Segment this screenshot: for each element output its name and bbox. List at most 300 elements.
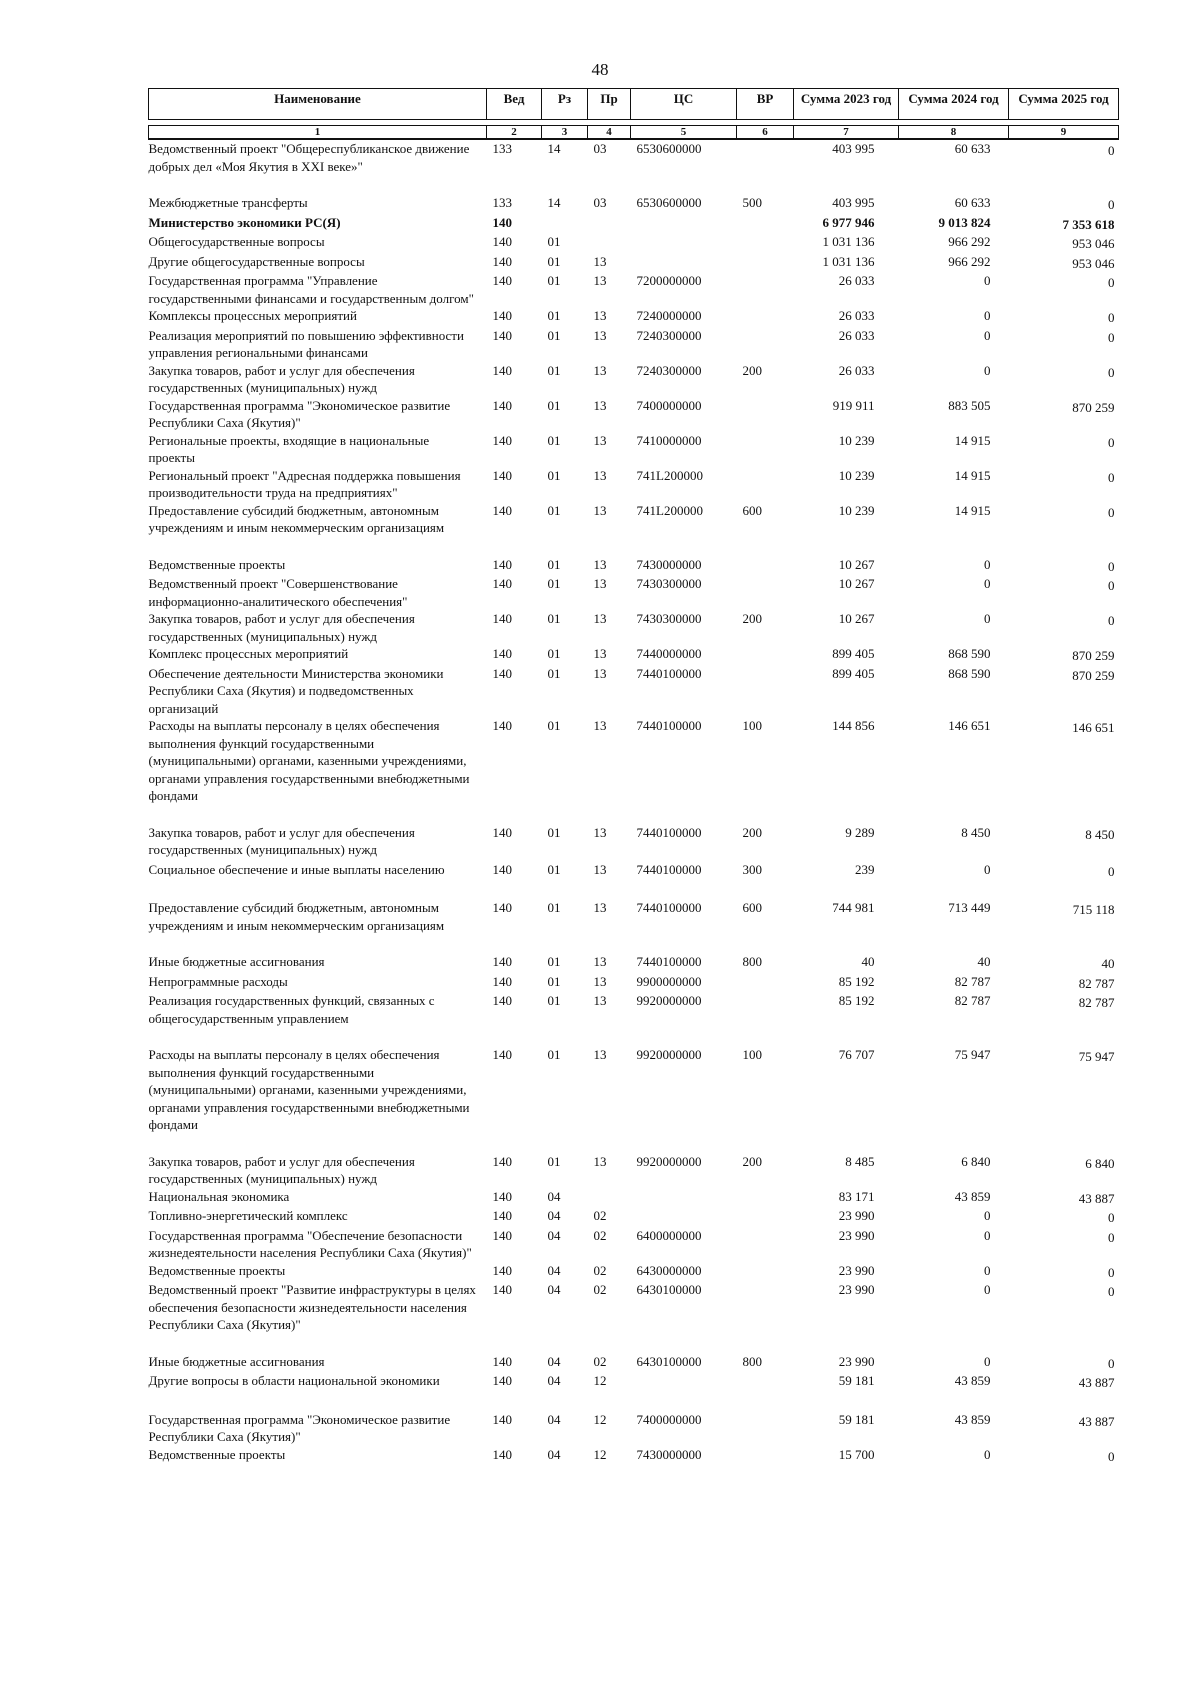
cell-ved: 140 (492, 954, 512, 969)
cell-vr: 200 (742, 1153, 762, 1169)
column-number: 4 (588, 126, 631, 140)
column-number: 3 (542, 126, 588, 140)
cell-rz: 04 (547, 1411, 561, 1427)
cell-cs: 7410000000 (636, 432, 702, 448)
cell-ved: 133 (492, 195, 512, 210)
column-number-row (149, 126, 1119, 140)
cell-sum-2025: 0 (1108, 613, 1115, 628)
cell-pr (588, 214, 631, 234)
cell-cs: 7440100000 (636, 665, 702, 681)
cell-cs: 6530600000 (636, 195, 702, 210)
cell-sum-2025: 6 840 (1085, 1155, 1115, 1171)
cell-sum-2024: 868 590 (948, 665, 991, 681)
table-row (149, 327, 1119, 362)
cell-vr (737, 556, 794, 576)
cell-rz: 01 (547, 467, 561, 483)
cell-sum-2024: 713 449 (948, 900, 991, 915)
header-sum-2024: Сумма 2024 год (899, 89, 1009, 120)
row-name: Непрограммные расходы (148, 973, 288, 989)
table-row (149, 973, 1119, 993)
table-body (149, 139, 1119, 1465)
cell-rz: 01 (547, 718, 561, 733)
cell-sum-2025: 146 651 (1072, 720, 1115, 735)
cell-sum-2025: 0 (1108, 1210, 1115, 1225)
row-name: Ведомственные проекты (148, 556, 286, 572)
cell-vr (737, 1372, 794, 1411)
cell-ved: 140 (492, 665, 512, 681)
cell-pr: 02 (593, 1208, 607, 1223)
cell-sum-2025: 0 (1108, 863, 1115, 879)
cell-sum-2024: 966 292 (948, 253, 991, 269)
page-number: 48 (591, 60, 609, 79)
cell-sum-2025: 43 887 (1078, 1375, 1115, 1390)
cell-cs: 741L200000 (636, 467, 703, 483)
cell-sum-2024: 0 (984, 556, 991, 572)
cell-cs: 7440100000 (636, 861, 702, 877)
cell-vr (737, 307, 794, 327)
cell-cs: 9920000000 (636, 1047, 702, 1062)
cell-sum-2025: 0 (1108, 504, 1115, 520)
cell-sum-2025: 715 118 (1072, 902, 1115, 917)
row-name: Реализация мероприятий по повышению эффективности управления региональными финансами (148, 327, 464, 360)
cell-ved: 140 (492, 1373, 512, 1388)
cell-ved: 140 (492, 718, 512, 733)
cell-ved: 140 (492, 861, 512, 877)
cell-ved: 140 (492, 824, 512, 840)
cell-rz: 04 (547, 1373, 561, 1388)
cell-rz: 04 (547, 1353, 561, 1369)
cell-sum-2024: 0 (984, 1353, 991, 1369)
row-name: Предоставление субсидий бюджетным, автономным учреждениям и иным некоммерческим организациям (148, 900, 445, 933)
row-name: Иные бюджетные ассигнования (148, 1353, 325, 1369)
row-name: Ведомственный проект "Общереспубликанское движение добрых дел «Моя Якутия в XXI веке»" (148, 141, 470, 174)
cell-pr: 13 (593, 993, 607, 1008)
cell-cs: 6430100000 (636, 1353, 702, 1369)
table-row (149, 194, 1119, 214)
cell-sum-2025: 0 (1108, 1284, 1115, 1299)
cell-pr: 03 (593, 141, 607, 156)
row-name: Комплекс процессных мероприятий (148, 646, 349, 661)
cell-cs: 6430100000 (636, 1282, 702, 1297)
header-rz: Рз (542, 89, 588, 120)
cell-rz: 01 (547, 556, 561, 572)
table-row (149, 139, 1119, 194)
cell-ved: 140 (492, 1047, 512, 1062)
table-row (149, 362, 1119, 397)
cell-cs: 6530600000 (636, 141, 702, 156)
cell-sum-2023: 26 033 (838, 362, 875, 378)
cell-vr: 100 (742, 1047, 762, 1062)
cell-cs: 6430000000 (636, 1262, 702, 1278)
cell-pr: 13 (593, 556, 607, 572)
header-row (149, 89, 1119, 120)
cell-rz: 01 (547, 397, 561, 413)
cell-pr: 13 (593, 824, 607, 840)
table-row (149, 272, 1119, 307)
cell-sum-2024: 60 633 (954, 141, 991, 156)
cell-sum-2025: 7 353 618 (1062, 216, 1115, 232)
cell-vr (737, 665, 794, 718)
cell-vr (737, 467, 794, 502)
cell-ved: 140 (492, 900, 512, 915)
row-name: Иные бюджетные ассигнования (148, 954, 325, 969)
table-row (149, 397, 1119, 432)
cell-ved: 140 (492, 273, 512, 288)
cell-rz: 01 (547, 308, 561, 323)
cell-sum-2023: 919 911 (832, 397, 875, 413)
header-cs: ЦС (631, 89, 737, 120)
cell-pr: 02 (593, 1227, 607, 1243)
table-row (149, 665, 1119, 718)
cell-sum-2024: 8 450 (961, 824, 991, 840)
cell-sum-2024: 0 (984, 308, 991, 323)
cell-sum-2025: 0 (1108, 1229, 1115, 1245)
table-row (149, 575, 1119, 610)
table-row (149, 1353, 1119, 1373)
table-row (149, 861, 1119, 900)
row-name: Топливно-энергетический комплекс (148, 1208, 348, 1223)
cell-sum-2023: 83 171 (838, 1188, 875, 1204)
cell-sum-2024: 0 (984, 1282, 991, 1297)
row-name: Государственная программа "Экономическое развитие Республики Саха (Якутия)" (148, 397, 451, 430)
cell-cs: 7430300000 (636, 611, 702, 626)
cell-pr: 12 (593, 1373, 607, 1388)
cell-rz: 01 (547, 362, 561, 378)
row-name: Межбюджетные трансферты (148, 195, 308, 210)
cell-sum-2023: 15 700 (838, 1446, 875, 1462)
cell-vr: 800 (742, 954, 762, 969)
cell-vr (737, 575, 794, 610)
cell-rz: 01 (547, 1047, 561, 1062)
cell-ved: 140 (492, 646, 512, 661)
cell-sum-2024: 0 (984, 362, 991, 378)
row-name: Государственная программа "Обеспечение безопасности жизнедеятельности населения Республики Саха (Якутия)" (148, 1227, 472, 1260)
table-row (149, 502, 1119, 556)
cell-sum-2024: 0 (984, 861, 991, 877)
cell-vr (737, 1446, 794, 1466)
cell-sum-2023: 40 (861, 954, 875, 969)
cell-cs: 7240000000 (636, 308, 702, 323)
row-name: Ведомственный проект "Развитие инфраструктуры в целях обеспечения безопасности жизнедеятельности населения Республики Саха (Якутия)" (148, 1282, 476, 1332)
column-number: 5 (631, 126, 737, 140)
cell-sum-2023: 144 856 (832, 718, 875, 733)
cell-sum-2024: 0 (984, 1262, 991, 1278)
cell-cs: 7430000000 (636, 1446, 702, 1462)
cell-rz: 01 (547, 327, 561, 343)
table-row (149, 1153, 1119, 1188)
row-name: Государственная программа "Экономическое развитие Республики Саха (Якутия)" (148, 1411, 451, 1444)
cell-sum-2023: 23 990 (838, 1353, 875, 1369)
table-row (149, 1281, 1119, 1353)
row-name: Ведомственные проекты (148, 1446, 286, 1462)
cell-cs (631, 233, 737, 253)
cell-sum-2024: 43 859 (954, 1188, 991, 1204)
table-row (149, 1227, 1119, 1262)
cell-sum-2023: 403 995 (832, 195, 875, 210)
cell-sum-2023: 59 181 (838, 1411, 875, 1427)
cell-pr: 13 (593, 973, 607, 989)
cell-vr (737, 992, 794, 1046)
header-pr: Пр (588, 89, 631, 120)
row-name: Расходы на выплаты персоналу в целях обеспечения выполнения функций государственными (муниципальными) органами, казенными учреждениями, органами управления государственными внебюджетными фондами (148, 1047, 470, 1132)
table-row (149, 253, 1119, 273)
cell-sum-2023: 26 033 (838, 273, 875, 288)
cell-rz: 01 (547, 1153, 561, 1169)
table-row (149, 1446, 1119, 1466)
cell-vr (737, 1227, 794, 1262)
cell-vr: 600 (742, 900, 762, 915)
cell-vr: 200 (742, 824, 762, 840)
cell-pr: 13 (593, 253, 607, 269)
table-row (149, 1372, 1119, 1411)
header-name: Наименование (149, 89, 487, 120)
cell-rz: 01 (547, 665, 561, 681)
cell-vr (737, 1188, 794, 1208)
cell-ved: 140 (492, 576, 512, 591)
row-name: Другие общегосударственные вопросы (148, 253, 365, 269)
cell-pr (588, 1188, 631, 1208)
cell-pr: 13 (593, 467, 607, 483)
column-number: 2 (487, 126, 542, 140)
table-row (149, 1188, 1119, 1208)
table-row (149, 992, 1119, 1046)
budget-table (148, 88, 1119, 1465)
cell-sum-2025: 0 (1108, 1355, 1115, 1371)
cell-ved: 140 (492, 1262, 512, 1278)
cell-ved: 140 (492, 327, 512, 343)
table-row (149, 467, 1119, 502)
cell-sum-2024: 0 (984, 1446, 991, 1462)
column-number: 6 (737, 126, 794, 140)
table-row (149, 1207, 1119, 1227)
cell-ved: 140 (492, 234, 512, 249)
cell-cs: 741L200000 (636, 502, 703, 518)
cell-sum-2024: 82 787 (954, 973, 991, 989)
cell-sum-2025: 0 (1108, 578, 1115, 593)
cell-sum-2025: 43 887 (1078, 1413, 1115, 1429)
cell-pr: 13 (593, 665, 607, 681)
cell-pr: 13 (593, 611, 607, 626)
row-name: Государственная программа "Управление государственными финансами и государственным долгом" (148, 273, 474, 306)
cell-cs: 7240300000 (636, 327, 702, 343)
table-row (149, 1046, 1119, 1153)
cell-vr (737, 1281, 794, 1353)
cell-cs: 7200000000 (636, 273, 702, 288)
cell-sum-2023: 899 405 (832, 665, 875, 681)
cell-sum-2024: 0 (984, 1208, 991, 1223)
cell-pr: 13 (593, 718, 607, 733)
cell-sum-2024: 82 787 (954, 993, 991, 1008)
cell-cs: 7430000000 (636, 556, 702, 572)
table-row (149, 432, 1119, 467)
cell-vr (737, 272, 794, 307)
cell-ved: 140 (492, 1446, 512, 1462)
cell-sum-2023: 1 031 136 (822, 234, 875, 249)
cell-vr (737, 214, 794, 234)
row-name: Другие вопросы в области национальной экономики (148, 1373, 440, 1388)
cell-sum-2025: 0 (1108, 469, 1115, 485)
cell-rz: 01 (547, 993, 561, 1008)
column-number: 1 (149, 126, 487, 140)
cell-sum-2024: 6 840 (961, 1153, 991, 1169)
cell-cs (631, 253, 737, 273)
cell-ved: 140 (492, 397, 512, 413)
cell-ved: 140 (492, 993, 512, 1008)
cell-sum-2024: 43 859 (954, 1411, 991, 1427)
cell-cs (631, 1207, 737, 1227)
cell-sum-2024: 75 947 (954, 1047, 991, 1062)
header-sum-2023: Сумма 2023 год (794, 89, 899, 120)
cell-cs: 7440100000 (636, 718, 702, 733)
cell-vr: 800 (742, 1353, 762, 1369)
cell-vr (737, 432, 794, 467)
cell-cs (631, 214, 737, 234)
cell-rz: 04 (547, 1227, 561, 1243)
cell-rz: 01 (547, 576, 561, 591)
row-name: Региональные проекты, входящие в национальные проекты (148, 432, 430, 465)
cell-cs (631, 1188, 737, 1208)
cell-pr: 13 (593, 362, 607, 378)
cell-sum-2025: 0 (1108, 1264, 1115, 1280)
row-name: Ведомственные проекты (148, 1262, 286, 1278)
cell-cs: 7440000000 (636, 646, 702, 661)
cell-pr: 02 (593, 1262, 607, 1278)
cell-sum-2025: 75 947 (1078, 1049, 1115, 1064)
cell-sum-2024: 0 (984, 576, 991, 591)
cell-sum-2025: 0 (1108, 558, 1115, 574)
cell-vr (737, 253, 794, 273)
cell-sum-2024: 14 915 (954, 467, 991, 483)
cell-vr (737, 397, 794, 432)
cell-rz: 01 (547, 900, 561, 915)
cell-sum-2023: 26 033 (838, 308, 875, 323)
cell-sum-2025: 0 (1108, 329, 1115, 345)
table-row (149, 1411, 1119, 1446)
cell-vr: 500 (742, 195, 762, 210)
cell-sum-2024: 0 (984, 273, 991, 288)
row-name: Министерство экономики РС(Я) (148, 214, 341, 230)
row-name: Национальная экономика (148, 1188, 290, 1204)
cell-pr: 13 (593, 1047, 607, 1062)
cell-cs: 7440100000 (636, 824, 702, 840)
table-row (149, 307, 1119, 327)
cell-sum-2023: 744 981 (832, 900, 875, 915)
cell-sum-2023: 6 977 946 (822, 214, 875, 230)
cell-cs: 7440100000 (636, 900, 702, 915)
cell-rz: 14 (547, 141, 561, 156)
cell-vr (737, 233, 794, 253)
cell-sum-2023: 899 405 (832, 646, 875, 661)
cell-ved: 140 (492, 253, 512, 269)
cell-sum-2024: 0 (984, 327, 991, 343)
cell-ved: 140 (492, 308, 512, 323)
column-number: 8 (899, 126, 1009, 140)
cell-sum-2023: 23 990 (838, 1282, 875, 1297)
cell-sum-2023: 23 990 (838, 1208, 875, 1223)
cell-pr: 12 (593, 1446, 607, 1462)
cell-sum-2025: 870 259 (1072, 667, 1115, 683)
cell-ved: 140 (492, 502, 512, 518)
cell-rz: 01 (547, 646, 561, 661)
cell-sum-2024: 60 633 (954, 195, 991, 210)
cell-vr (737, 1262, 794, 1282)
table-row (149, 1262, 1119, 1282)
cell-rz: 01 (547, 253, 561, 269)
table-row (149, 824, 1119, 861)
table-row (149, 214, 1119, 234)
cell-cs: 6400000000 (636, 1227, 702, 1243)
cell-vr: 600 (742, 502, 762, 518)
cell-pr: 03 (593, 195, 607, 210)
cell-rz: 01 (547, 973, 561, 989)
cell-rz: 04 (547, 1282, 561, 1297)
cell-sum-2024: 868 590 (948, 646, 991, 661)
cell-rz: 01 (547, 611, 561, 626)
cell-sum-2024: 966 292 (948, 234, 991, 249)
table-row (149, 899, 1119, 953)
cell-ved: 140 (492, 1411, 512, 1427)
row-name: Расходы на выплаты персоналу в целях обеспечения выполнения функций государственными (муниципальными) органами, казенными учреждениями, органами управления государственными внебюджетными фондами (148, 718, 470, 803)
cell-sum-2023: 10 239 (838, 502, 875, 518)
cell-pr: 13 (593, 273, 607, 288)
cell-sum-2023: 9 289 (845, 824, 875, 840)
cell-pr: 13 (593, 397, 607, 413)
cell-sum-2024: 146 651 (948, 718, 991, 733)
cell-pr: 13 (593, 861, 607, 877)
cell-ved: 140 (492, 611, 512, 626)
row-name: Закупка товаров, работ и услуг для обеспечения государственных (муниципальных) нужд (148, 611, 415, 644)
table-row (149, 610, 1119, 645)
row-name: Социальное обеспечение и иные выплаты населению (148, 861, 445, 877)
cell-sum-2025: 0 (1108, 143, 1115, 158)
cell-rz: 01 (547, 824, 561, 840)
cell-sum-2025: 0 (1108, 434, 1115, 450)
cell-vr: 100 (742, 718, 762, 733)
cell-sum-2024: 14 915 (954, 502, 991, 518)
cell-pr: 13 (593, 308, 607, 323)
cell-ved: 140 (492, 1282, 512, 1297)
cell-ved: 140 (492, 362, 512, 378)
cell-pr: 13 (593, 646, 607, 661)
cell-sum-2025: 43 887 (1078, 1190, 1115, 1206)
cell-pr: 13 (593, 954, 607, 969)
cell-ved: 140 (492, 1153, 512, 1169)
cell-sum-2024: 40 (977, 954, 991, 969)
cell-vr: 200 (742, 611, 762, 626)
cell-vr (737, 1411, 794, 1446)
cell-rz: 01 (547, 432, 561, 448)
cell-rz: 14 (547, 195, 561, 210)
cell-ved: 140 (492, 214, 512, 230)
table-row (149, 953, 1119, 973)
cell-pr: 13 (593, 432, 607, 448)
cell-pr: 02 (593, 1282, 607, 1297)
cell-sum-2023: 10 239 (838, 467, 875, 483)
cell-sum-2023: 26 033 (838, 327, 875, 343)
cell-sum-2023: 76 707 (838, 1047, 875, 1062)
cell-sum-2024: 43 859 (954, 1373, 991, 1388)
cell-cs: 7400000000 (636, 1411, 702, 1427)
cell-sum-2023: 10 267 (838, 556, 875, 572)
cell-cs: 7400000000 (636, 397, 702, 413)
table-row (149, 233, 1119, 253)
cell-sum-2025: 0 (1108, 364, 1115, 380)
cell-sum-2023: 403 995 (832, 141, 875, 156)
cell-sum-2025: 953 046 (1072, 236, 1115, 251)
cell-sum-2024: 9 013 824 (938, 214, 991, 230)
row-name: Реализация государственных функций, связанных с общегосударственным управлением (148, 993, 435, 1026)
cell-ved: 140 (492, 467, 512, 483)
